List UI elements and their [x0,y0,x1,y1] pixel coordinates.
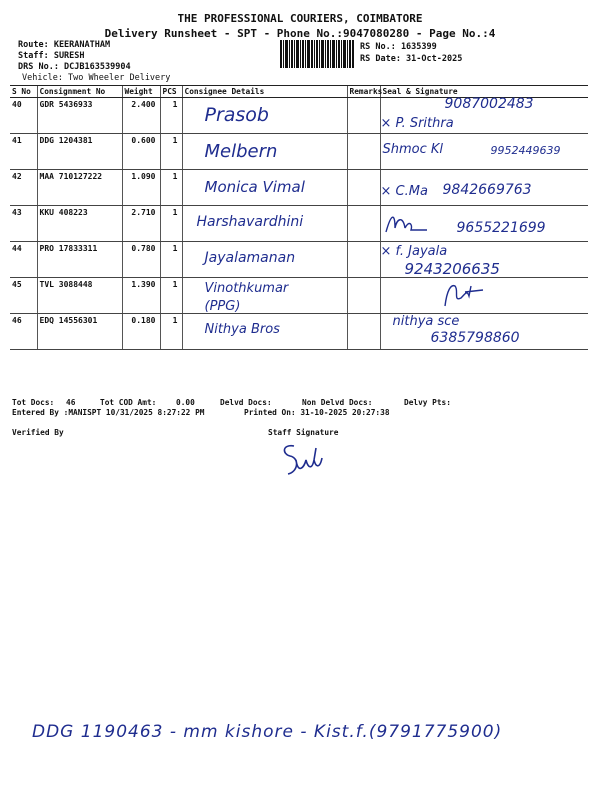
printed-on: Printed On: 31-10-2025 20:27:38 [244,408,390,417]
row-weight: 1.090 [122,170,160,206]
row-sno: 44 [10,242,37,278]
table-row [10,314,588,350]
phone-handwriting: 9087002483 [444,96,534,112]
row-remarks [347,98,380,134]
row-seal-cell [380,134,588,170]
consignee-handwriting: Nithya Bros [204,322,280,337]
phone-handwriting: 9842669763 [442,182,532,198]
row-consignee-cell [182,170,347,206]
entered-by: Entered By :MANISPT 10/31/2025 8:27:22 PM [12,408,205,417]
row-weight: 0.780 [122,242,160,278]
staff-signature-scribble [276,438,336,482]
row-weight: 0.180 [122,314,160,350]
tot-docs-label: Tot Docs: [12,398,55,407]
row-weight: 1.390 [122,278,160,314]
consignee-handwriting: Monica Vimal [204,178,305,196]
row-remarks [347,170,380,206]
row-pcs: 1 [160,134,182,170]
col-seal: Seal & Signature [380,86,588,98]
non-delvd-docs-label: Non Delvd Docs: [302,398,373,407]
consignee-handwriting: Vinothkumar (PPG) [204,281,289,314]
delvd-docs-label: Delvd Docs: [220,398,272,407]
row-sno: 43 [10,206,37,242]
row-consignee-cell [182,206,347,242]
staff-signature-label: Staff Signature [268,428,339,437]
row-sno: 46 [10,314,37,350]
rs-number: RS No.: 1635399 [360,42,437,52]
phone-handwriting: 6385798860 [430,330,520,346]
row-weight: 2.400 [122,98,160,134]
row-consignee-cell [182,278,347,314]
table-row [10,206,588,242]
col-remarks: Remarks [347,86,380,98]
runsheet-table [10,85,588,350]
row-seal-cell [380,98,588,134]
row-weight: 2.710 [122,206,160,242]
vehicle-label: Vehicle: Two Wheeler Delivery [22,73,171,83]
signature-handwriting: × C.Ma [380,184,428,199]
company-title: THE PROFESSIONAL COURIERS, COIMBATORE [177,12,423,25]
col-pcs: PCS [160,86,182,98]
row-remarks [347,206,380,242]
row-consignee-cell [182,242,347,278]
row-consignment: MAA 710127222 [37,170,122,206]
row-sno: 45 [10,278,37,314]
signature-handwriting: × f. Jayala [380,244,448,259]
row-consignee-cell [182,98,347,134]
consignee-handwriting: Harshavardhini [196,214,304,230]
row-pcs: 1 [160,206,182,242]
row-pcs: 1 [160,170,182,206]
table-row [10,134,588,170]
col-sno: S No [10,86,37,98]
row-seal-cell [380,170,588,206]
barcode [280,40,354,68]
signature-scribble [441,280,487,310]
phone-handwriting: 9952449639 [490,144,561,157]
tot-cod-value: 0.00 [176,398,195,407]
row-remarks [347,242,380,278]
signature-handwriting: Shmoc Kl [382,142,444,157]
row-pcs: 1 [160,278,182,314]
drs-number: DRS No.: DCJB163539904 [18,62,131,72]
staff-label: Staff: SURESH [18,51,85,61]
row-consignee-cell [182,134,347,170]
signature-scribble [383,210,431,236]
row-sno: 42 [10,170,37,206]
row-sno: 41 [10,134,37,170]
rs-date: RS Date: 31-Oct-2025 [360,54,463,64]
table-row [10,98,588,134]
row-consignment: KKU 408223 [37,206,122,242]
consignee-handwriting: Melbern [204,141,278,162]
row-pcs: 1 [160,314,182,350]
handwritten-note: DDG 1190463 - mm kishore - Kist.f.(9791775900) [32,722,503,742]
verified-by-label: Verified By [12,428,64,437]
signature-handwriting: × P. Srithra [380,116,454,131]
table-row [10,278,588,314]
row-consignment: EDQ 14556301 [37,314,122,350]
row-weight: 0.600 [122,134,160,170]
consignee-handwriting: Jayalamanan [204,250,296,266]
col-consignee: Consignee Details [182,86,347,98]
row-consignment: TVL 3088448 [37,278,122,314]
runsheet-subtitle: Delivery Runsheet - SPT - Phone No.:9047080280 - Page No.:4 [104,27,496,40]
row-seal-cell [380,206,588,242]
row-consignment: GDR 5436933 [37,98,122,134]
table-row [10,170,588,206]
col-weight: Weight [122,86,160,98]
row-seal-cell [380,278,588,314]
row-consignment: DDG 1204381 [37,134,122,170]
phone-handwriting: 9243206635 [404,260,500,278]
route-label: Route: KEERANATHAM [18,40,111,50]
consignee-handwriting: Prasob [204,104,269,126]
row-seal-cell [380,314,588,350]
row-consignee-cell [182,314,347,350]
row-pcs: 1 [160,242,182,278]
row-consignment: PRO 17833311 [37,242,122,278]
row-sno: 40 [10,98,37,134]
row-pcs: 1 [160,98,182,134]
tot-cod-label: Tot COD Amt: [100,398,157,407]
row-remarks [347,314,380,350]
tot-docs-value: 46 [66,398,76,407]
delvy-pts-label: Delvy Pts: [404,398,451,407]
phone-handwriting: 9655221699 [456,220,546,236]
table-row [10,242,588,278]
col-consignment: Consignment No [37,86,122,98]
row-seal-cell [380,242,588,278]
signature-handwriting: nithya sce [392,314,460,329]
row-remarks [347,278,380,314]
row-remarks [347,134,380,170]
